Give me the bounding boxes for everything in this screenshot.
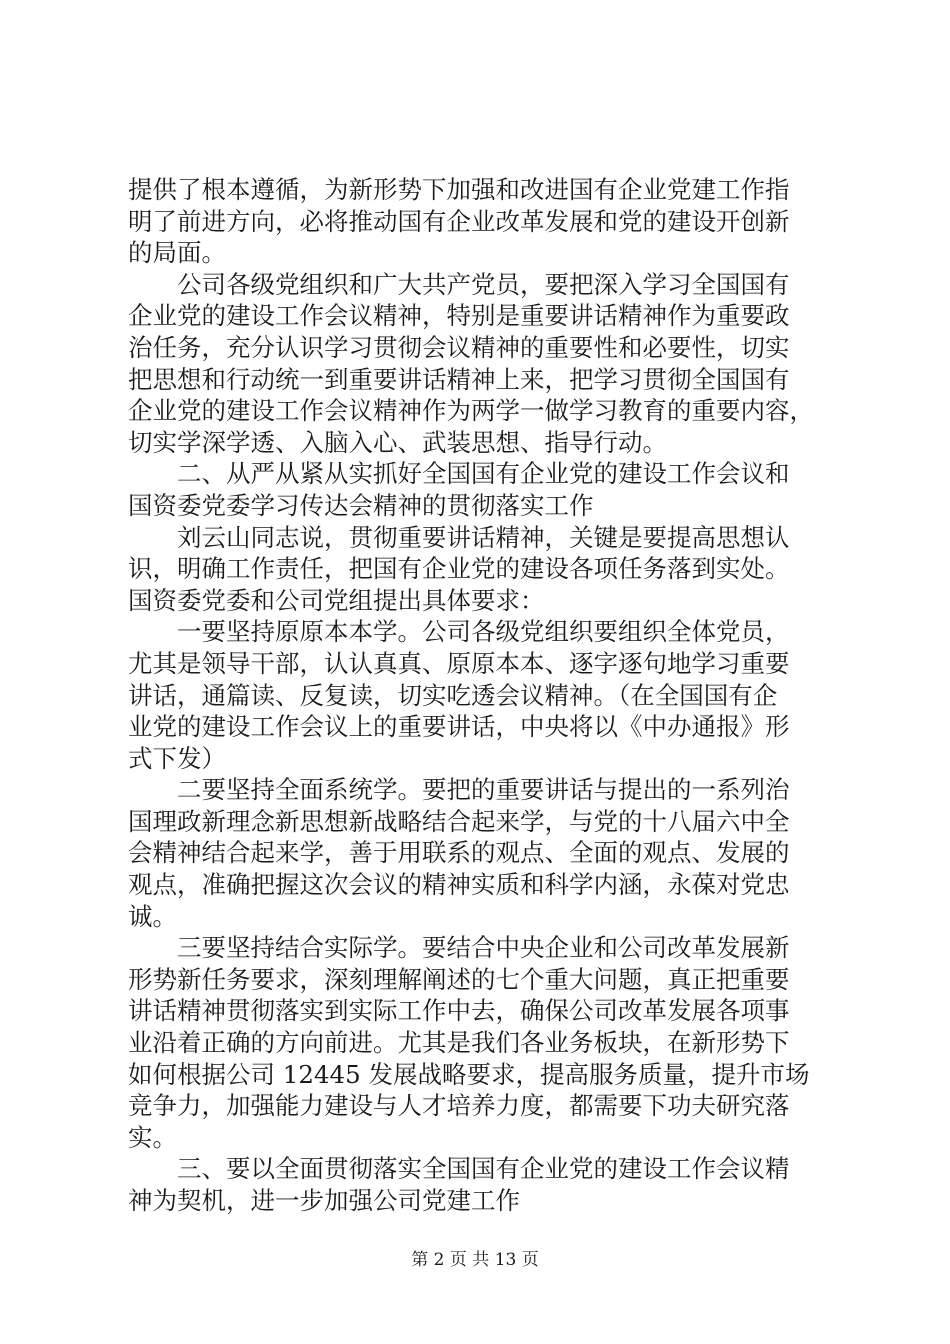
paragraph-start-line: 公司各级党组织和广大共产党员，要把深入学习全国国有 xyxy=(177,269,790,299)
section-heading-line: 神为契机，进一步加强公司党建工作 xyxy=(128,1186,520,1215)
text-line: 提供了根本遵循，为新形势下加强和改进国有企业党建工作指 xyxy=(128,175,790,204)
text-line: 会精神结合起来学，善于用联系的观点、全面的观点、发展的 xyxy=(128,838,790,868)
text-line: 国理政新理念新思想新战略结合起来学，与党的十八届六中全 xyxy=(128,806,790,836)
text-line: 识，明确工作责任，把国有企业党的建设各项任务落到实处。 xyxy=(128,554,790,584)
section-heading-line: 三、要以全面贯彻落实全国国有企业党的建设工作会议精 xyxy=(177,1154,790,1184)
text-line: 竞争力，加强能力建设与人才培养力度，都需要下功夫研究落 xyxy=(128,1091,790,1121)
text-line: 把思想和行动统一到重要讲话精神上来，把学习贯彻全国国有 xyxy=(128,364,790,394)
text-line: 诚。 xyxy=(128,901,177,931)
section-heading-line: 二、从严从紧从实抓好全国国有企业党的建设工作会议和 xyxy=(177,459,790,489)
paragraph-start-line: 一要坚持原原本本学。公司各级党组织要组织全体党员， xyxy=(177,617,790,647)
text-line: 讲话，通篇读、反复读，切实吃透会议精神。（在全国国有企 xyxy=(128,680,778,710)
text-line: 如何根据公司 12445 发展战略要求，提高服务质量，提升市场 xyxy=(128,1059,810,1089)
text-line: 实。 xyxy=(128,1122,177,1152)
text-line: 式下发） xyxy=(128,743,226,773)
text-line: 企业党的建设工作会议精神，特别是重要讲话精神作为重要政 xyxy=(128,301,790,331)
text-line: 明了前进方向，必将推动国有企业改革发展和党的建设开创新 xyxy=(128,206,790,236)
section-heading-line: 国资委党委学习传达会精神的贯彻落实工作 xyxy=(128,490,594,520)
text-line: 观点，准确把握这次会议的精神实质和科学内涵，永葆对党忠 xyxy=(128,870,790,900)
text-line: 讲话精神贯彻落实到实际工作中去，确保公司改革发展各项事 xyxy=(128,996,790,1026)
text-line: 切实学深学透、入脑入心、武装思想、指导行动。 xyxy=(128,427,667,457)
text-line: 形势新任务要求，深刻理解阐述的七个重大问题，真正把重要 xyxy=(128,964,790,994)
paragraph-start-line: 刘云山同志说，贯彻重要讲话精神，关键是要提高思想认 xyxy=(177,522,790,552)
text-line: 的局面。 xyxy=(128,238,226,268)
paragraph-start-line: 二要坚持全面系统学。要把的重要讲话与提出的一系列治 xyxy=(177,775,790,805)
text-line: 业党的建设工作会议上的重要讲话，中央将以《中办通报》形 xyxy=(128,712,790,742)
text-line: 国资委党委和公司党组提出具体要求： xyxy=(128,585,545,615)
text-line: 业沿着正确的方向前进。尤其是我们各业务板块，在新形势下 xyxy=(128,1028,790,1058)
text-line: 企业党的建设工作会议精神作为两学一做学习教育的重要内容， xyxy=(128,396,814,426)
page-number-footer: 第 2 页 共 13 页 xyxy=(411,1250,539,1270)
text-line: 尤其是领导干部，认认真真、原原本本、逐字逐句地学习重要 xyxy=(128,648,790,678)
paragraph-start-line: 三要坚持结合实际学。要结合中央企业和公司改革发展新 xyxy=(177,933,790,963)
body-text xyxy=(128,174,828,1217)
text-line: 治任务，充分认识学习贯彻会议精神的重要性和必要性，切实 xyxy=(128,332,790,362)
